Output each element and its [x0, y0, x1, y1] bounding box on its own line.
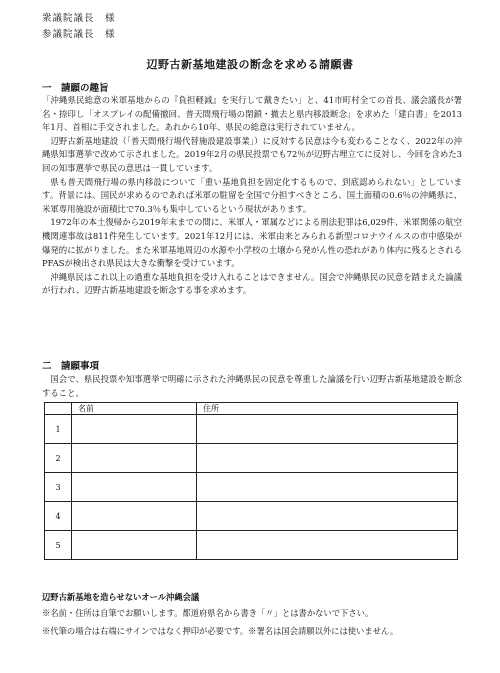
paragraph-4: 1972年の本土復帰から2019年末までの間に、米軍人・軍属などによる刑法犯罪は6,029件、米軍関係の航空機関連事故は811件発生しています。2021年12月には、米軍由来とみられる新型コロナウイルスの市中感染が爆発的に拡がりました。また米軍基地周辺の水源や小学校の土壌から発がん性の恐れがあり体内に残るとされるPFASが検出され県民は大きな衝撃を受けています。	[42, 217, 462, 269]
page-title: 辺野古新基地建設の断念を求める請願書	[146, 58, 354, 71]
address-cell[interactable]	[197, 531, 458, 560]
paragraph-2: 辺野古新基地建設（「普天間飛行場代替施設建設事業」）に反対する民意は今も変わることなく、2022年の沖縄県知事選挙で改めて示されました。2019年2月の県民投票でも72％が辺野古埋立てに反対し、今回を含めた3回の知事選挙で県民の意思は一貫しています。	[42, 135, 462, 173]
signature-row	[45, 473, 458, 502]
signature-row	[45, 502, 458, 531]
row-number: 4	[45, 502, 72, 531]
organization-name: 辺野古新基地を造らせないオール沖縄会議	[42, 592, 200, 602]
footer-note-2: ※代筆の場合は右端にサインではなく押印が必要です。※署名は国会請願以外には使いません。	[42, 626, 399, 636]
name-cell[interactable]	[72, 444, 197, 473]
row-number: 2	[45, 444, 72, 473]
section2-body	[42, 373, 462, 400]
name-cell[interactable]	[72, 473, 197, 502]
address-cell[interactable]	[197, 502, 458, 531]
address-cell[interactable]	[197, 444, 458, 473]
header-address: 住所	[197, 403, 458, 415]
request-text: 国会で、県民投票や知事選挙で明確に示された沖縄県民の民意を尊重した論議を行い辺野古新基地建設を断念すること。	[42, 374, 462, 398]
signature-row	[45, 444, 458, 473]
paragraph-5: 沖縄県民はこれ以上の過重な基地負担を受け入れることはできません。国会で沖縄県民の民意を踏まえた論議が行われ、辺野古新基地建設を断念する事を求めます。	[42, 271, 462, 296]
header-number	[45, 403, 72, 415]
name-cell[interactable]	[72, 531, 197, 560]
header-name: 名前	[72, 403, 197, 415]
section1-heading: 一 請願の趣旨	[42, 83, 109, 94]
address-cell[interactable]	[197, 415, 458, 444]
signature-table	[44, 402, 458, 560]
name-cell[interactable]	[72, 415, 197, 444]
row-number: 3	[45, 473, 72, 502]
addressee-upper-house: 参議院議長 様	[42, 29, 116, 40]
section2-heading: 二 請願事項	[42, 361, 100, 372]
footer-note-1: ※名前・住所は自筆でお願いします。都道府県名から書き「〃」とは書かないで下さい。	[42, 608, 374, 618]
section1-body	[42, 94, 462, 298]
name-cell[interactable]	[72, 502, 197, 531]
signature-row	[45, 531, 458, 560]
address-cell[interactable]	[197, 473, 458, 502]
row-number: 5	[45, 531, 72, 560]
paragraph-1: 「沖縄県民総意の米軍基地からの『負担軽減』を実行して戴きたい」と、41市町村全ての首長、議会議長が署名・捺印し「オスプレイの配備撤回、普天間飛行場の閉鎖・撤去と県内移設断念」を求めた「建白書」を2013年1月、首相に手交されました。あれから10年、県民の総意は実行されていません。	[42, 95, 462, 133]
signature-row	[45, 415, 458, 444]
paragraph-3: 県も普天間飛行場の県内移設について「重い基地負担を固定化するもので、到底認められない」としています。背景には、国民が求めるのであれば米軍の駐留を全国で分担すべきところ、国土面積の0.6％の沖縄県に、米軍専用施設が面積比で70.3％も集中しているという現状があります。	[42, 176, 462, 214]
row-number: 1	[45, 415, 72, 444]
signature-table-header	[45, 403, 458, 415]
addressee-lower-house: 衆議院議長 様	[42, 13, 116, 24]
